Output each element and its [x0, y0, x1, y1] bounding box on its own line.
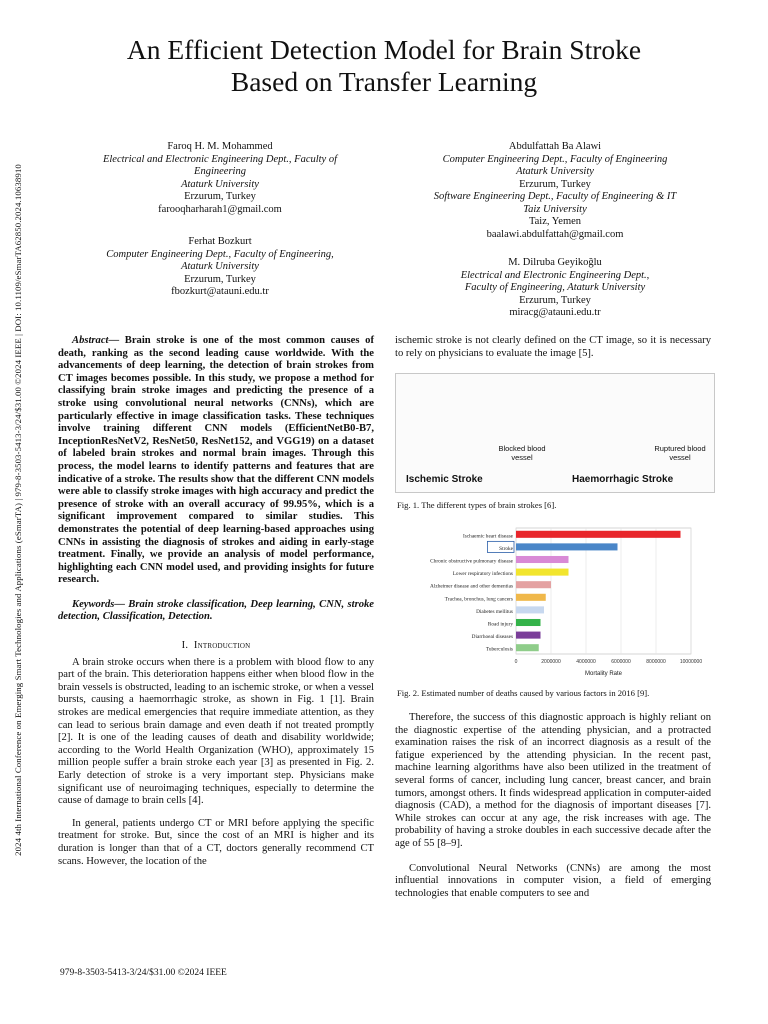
- author-affiliation: Ataturk University: [181, 261, 259, 272]
- x-tick-label: 4000000: [576, 659, 596, 665]
- author-affiliation: Software Engineering Dept., Faculty of Engineering & IT: [433, 191, 677, 202]
- abstract: [58, 335, 374, 587]
- author-name: Abdulfattah Ba Alawi: [508, 141, 602, 152]
- figure-1-caption: Fig. 1. The different types of brain strokes [6].: [397, 500, 557, 510]
- author-email[interactable]: baalawi.abdulfattah@gmail.com: [486, 228, 624, 240]
- right-paragraph-3: Therefore, the success of this diagnostic approach is highly reliant on the diagnostic expertise of the attending physician, and a protracted examination raises the risk of an incorrect diagnosis as a result of the fatigue experienced by the attending physician. In the recent past, machine learning algorithms have also been utilized in the treatment of several forms of cancer, including lung cancer, breast cancer, and brain tumors, amongst others. It finds widespread application in computer-aided diagnosis (CAD), a method for the diagnosis of important diseases [7]. While strokes can occur at any age, the risk increases with age. The probability of having a stroke doubles in each successive decade after the age of 55 [8–9].: [395, 712, 711, 849]
- right-top-paragraph: ischemic stroke is not clearly defined on the CT image, so it is necessary to rely on physicians to evaluate the image [5].: [395, 335, 711, 359]
- bar-7: [516, 619, 541, 626]
- category-label: Ischaemic heart disease: [463, 533, 513, 540]
- bar-6: [516, 606, 544, 613]
- category-label: Chronic obstructive pulmonary disease: [430, 558, 513, 565]
- x-axis-label: Mortality Rate: [584, 671, 623, 677]
- author-affiliation: Computer Engineering Dept., Faculty of Engineering,: [106, 248, 334, 260]
- doi-side-note: [8, 135, 28, 885]
- bar-9: [516, 644, 539, 651]
- bar-5: [516, 594, 546, 601]
- section-heading: [58, 640, 374, 653]
- x-tick-label: 6000000: [611, 659, 631, 665]
- title-line-2: Based on Transfer Learning: [230, 66, 538, 97]
- abstract-label: Abstract: [72, 335, 109, 346]
- callout-ruptured: Ruptured blood vessel: [654, 444, 706, 462]
- author-block-2: [70, 236, 370, 299]
- intro-paragraph-1: A brain stroke occurs when there is a problem with blood flow to any part of the brain. This deterioration happens either when blood flow in the brain vessels is obstructed, leading to an ischemic stroke, or when a vessel bursts, causing a haemorrhagic stroke, as shown in Fig. 1 [1]. Brain strokes are medical emergencies that require immediate attention, as they can lead to serious brain damage and even death if not treated promptly [2]. It is one of the leading causes of death and disability worldwide; according to the World Health Organization (WHO), approximately 15 million people suffer a brain stroke each year [3] as presented in Fig. 2. Early detection of stroke is a very important step. Physicians make significant use of neuroimaging techniques, especially to determine the cause of damage to brain cells [4].: [58, 656, 374, 807]
- author-email[interactable]: farooqharharah1@gmail.com: [158, 203, 282, 215]
- author-city: Erzurum, Turkey: [519, 178, 591, 190]
- x-tick-label: 0: [514, 659, 518, 665]
- author-block-4: [405, 257, 705, 320]
- x-tick-label: 10000000: [679, 659, 703, 665]
- bar-1: [516, 543, 618, 550]
- bar-2: [516, 556, 569, 563]
- label-ischemic: Ischemic Stroke: [406, 474, 483, 485]
- keywords: [58, 599, 374, 624]
- x-tick-label: 8000000: [646, 659, 666, 665]
- figure-1-placeholder: [395, 373, 715, 493]
- author-block-1: [70, 141, 370, 216]
- author-city: Erzurum, Turkey: [184, 273, 256, 285]
- author-block-3: [405, 141, 705, 241]
- right-column-bottom: [395, 712, 711, 900]
- category-label: Stroke: [499, 545, 513, 552]
- author-city: Taiz, Yemen: [528, 216, 582, 227]
- author-affiliation: Engineering: [194, 166, 246, 177]
- author-affiliation: Ataturk University: [516, 166, 594, 177]
- author-name: Faroq H. M. Mohammed: [167, 141, 273, 152]
- side-note-text: 2024 4th International Conference on Emerging Smart Technologies and Applications (eSmarTA) | 979-8-3503-5413-3/24/$31.00 ©2024 IEEE | DOI: 10.1109/eSmarTA62850.2024.10638910: [13, 164, 24, 856]
- category-label: Diabetes mellitus: [476, 608, 513, 615]
- figure-2-caption: Fig. 2. Estimated number of deaths caused by various factors in 2016 [9].: [397, 688, 650, 698]
- label-haemorrhagic: Haemorrhagic Stroke: [572, 474, 674, 485]
- category-label: Lower respiratory infections: [452, 571, 513, 578]
- category-label: Diarrhoeal diseases: [471, 634, 513, 641]
- author-name: M. Dilruba Geyikoğlu: [508, 257, 602, 268]
- section-number: I.: [181, 640, 189, 652]
- right-paragraph-4: Convolutional Neural Networks (CNNs) are among the most influential innovations in computer vision, a field of emerging technologies that enable computers to see and: [395, 862, 711, 899]
- page-footer: 979-8-3503-5413-3/24/$31.00 ©2024 IEEE: [60, 968, 227, 978]
- author-affiliation: Computer Engineering Dept., Faculty of Engineering: [442, 153, 668, 165]
- bar-4: [516, 581, 551, 588]
- left-column: [58, 335, 374, 868]
- author-name: Ferhat Bozkurt: [188, 236, 252, 247]
- author-affiliation: Taiz University: [523, 203, 587, 215]
- bar-8: [516, 632, 541, 639]
- author-affiliation: Electrical and Electronic Engineering Dept., Faculty of: [102, 153, 338, 165]
- right-column-top: [395, 335, 711, 360]
- section-title: Introduction: [193, 640, 251, 652]
- author-affiliation: Electrical and Electronic Engineering Dept.,: [460, 269, 650, 281]
- x-tick-label: 2000000: [541, 659, 561, 665]
- category-label: Tuberculosis: [485, 646, 513, 653]
- category-label: Alzheimer disease and other dementias: [430, 583, 513, 590]
- author-email[interactable]: miracg@atauni.edu.tr: [509, 307, 601, 318]
- category-label: Road injury: [487, 621, 513, 628]
- abstract-text: — Brain stroke is one of the most common causes of death, ranking as the second leading cause worldwide. With the advancements of deep learning, the detection of brain strokes from CT images becomes possible. In this study, we propose a method for classifying brain stroke images and predicting the presence of a stroke using convolutional neural networks (CNNs), which are particularly effective in image classification tasks. These techniques involve training different CNN models (EfficientNetB0-B7, InceptionResNetV2, ResNet50, ResNet152, and VGG19) on a dataset of labeled brain strokes and normal brain images. Through this process, the model learns to identify patterns and features that are indicative of a stroke. The results show that the different CNN models were able to classify stroke images with high accuracy and predict the presence of stroke with an overall accuracy of 99.95%, which is a significant improvement compared to similar studies. This demonstrates the potential of deep learning-based approaches using CNNs in assisting the diagnosis of strokes and aiding in early-stage treatment. Finally, we provide an analysis of model performance, highlighting each CNN model used, and providing insights for future research.: [58, 335, 374, 586]
- bar-3: [516, 569, 569, 576]
- callout-blocked: Blocked blood vessel: [498, 444, 546, 462]
- figure-2-chart: [398, 522, 703, 682]
- author-city: Erzurum, Turkey: [519, 294, 591, 306]
- bar-0: [516, 531, 681, 538]
- title-line-1: An Efficient Detection Model for Brain Stroke: [126, 34, 642, 65]
- author-email[interactable]: fbozkurt@atauni.edu.tr: [171, 286, 269, 297]
- paper-title: [60, 34, 708, 98]
- category-label: Trachea, bronchus, lung cancers: [444, 596, 513, 603]
- keywords-label: Keywords: [72, 598, 115, 610]
- author-affiliation: Ataturk University: [181, 178, 259, 190]
- keywords-text: — Brain stroke classification, Deep learning, CNN, stroke detection, Classification, Detection.: [58, 598, 374, 623]
- author-affiliation: Faculty of Engineering, Ataturk University: [464, 282, 646, 293]
- intro-paragraph-2: In general, patients undergo CT or MRI before applying the specific treatment for stroke. But, since the cost of an MRI is higher and its duration is longer than that of a CT, doctors generally recommend CT scans. However, the location of the: [58, 817, 374, 867]
- author-city: Erzurum, Turkey: [184, 191, 256, 202]
